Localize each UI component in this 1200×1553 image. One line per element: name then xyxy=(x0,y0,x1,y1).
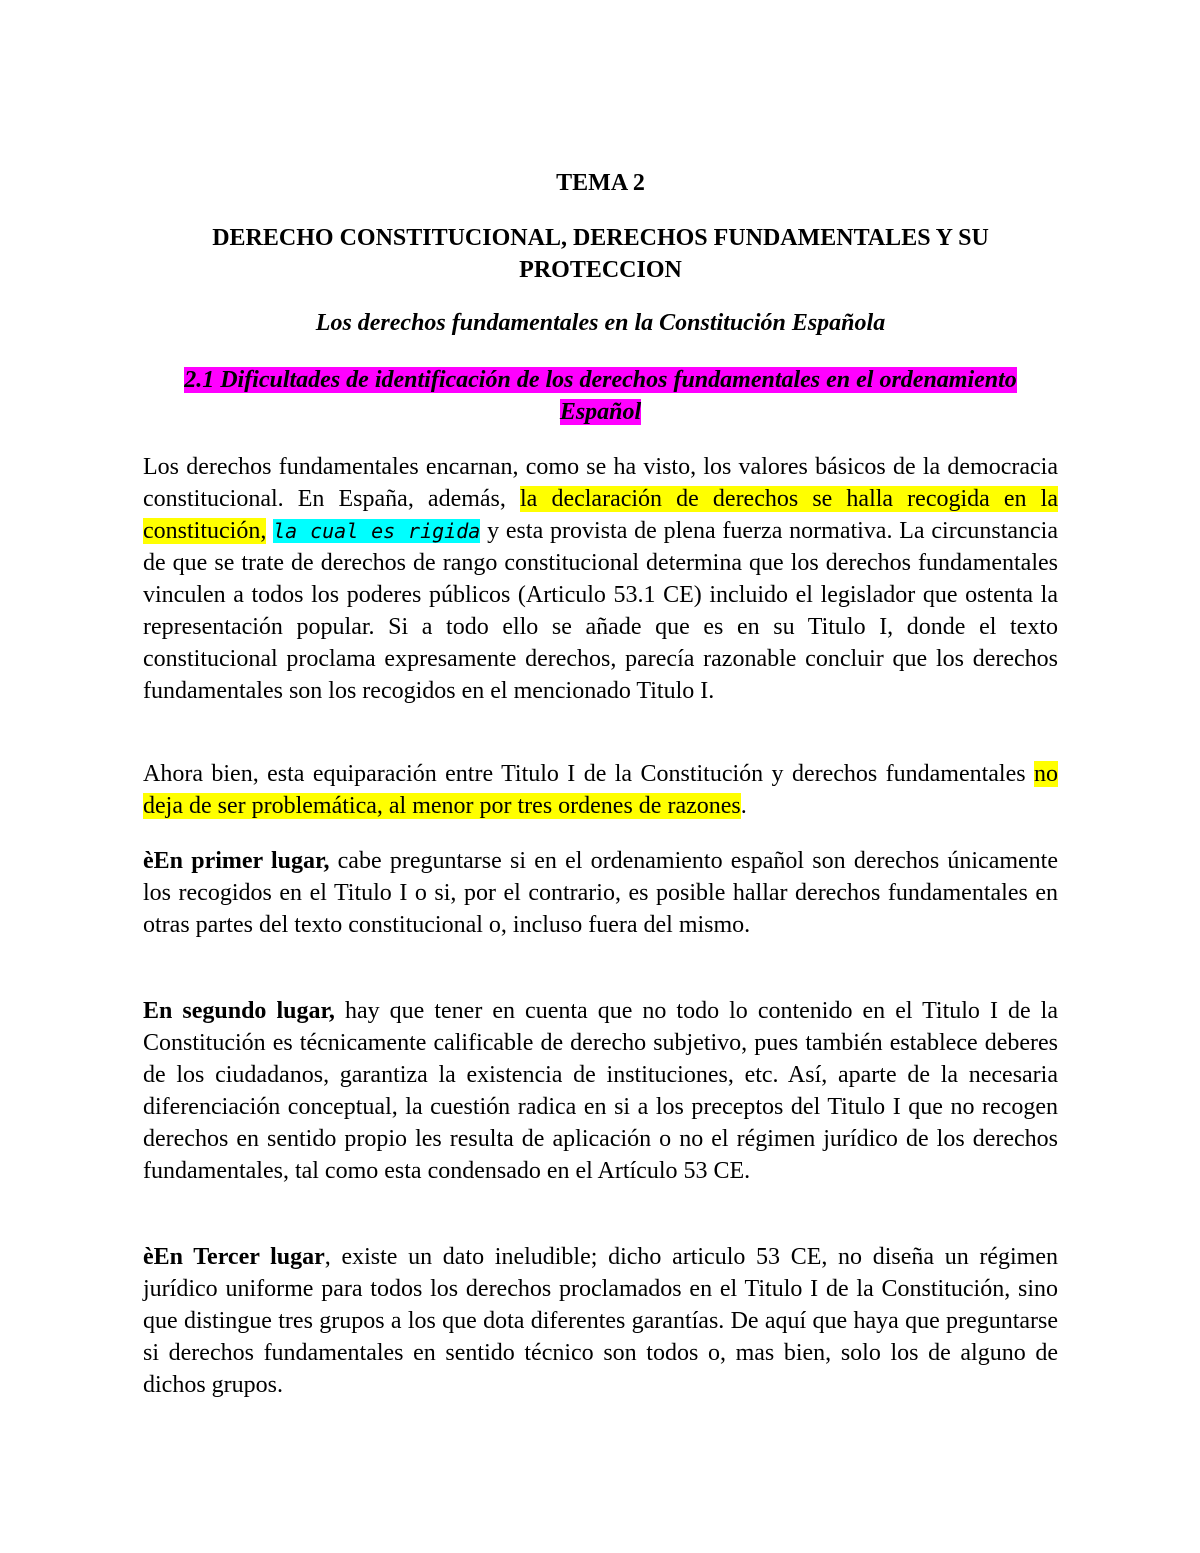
section-heading-text: 2.1 Dificultades de identificación de los derechos fundamentales en el ordenamiento Español xyxy=(184,367,1017,425)
paragraph-5-lead: En Tercer lugar xyxy=(153,1244,325,1270)
paragraph-3 xyxy=(143,845,1058,941)
paragraph-3-lead: En primer lugar, xyxy=(153,848,330,874)
paragraph-2-text-b: . xyxy=(740,793,747,819)
paragraph-4-lead: En segundo lugar, xyxy=(143,998,335,1024)
paragraph-1-text-c: y esta provista de plena fuerza normativa. La circunstancia de que se trate de derechos de rango constitucional determina que los derechos fundamentales vinculen a todos los poderes públicos (Articulo 53.1 CE) incluido el legislador que ostenta la representación popular. Si a todo ello se añade que es en su Titulo I, donde el texto constitucional proclama expresamente derechos, parecía razonable concluir que los derechos fundamentales son los recogidos en el mencionado Titulo I. xyxy=(143,518,1058,704)
document-subtitle: Los derechos fundamentales en la Constitución Española xyxy=(315,310,886,336)
paragraph-4 xyxy=(143,995,1058,1187)
paragraph-5 xyxy=(143,1241,1058,1401)
paragraph-2-text-a: Ahora bien, esta equiparación entre Titulo I de la Constitución y derechos fundamentales xyxy=(143,761,1034,787)
paragraph-4-text: hay que tener en cuenta que no todo lo contenido en el Titulo I de la Constitución es técnicamente calificable de derecho subjetivo, pues también establece deberes de los ciudadanos, garantiza la existencia de instituciones, etc. Así, aparte de la necesaria diferenciación conceptual, la cuestión radica en si a los preceptos del Titulo I que no recogen derechos en sentido propio les resulta de aplicación o no el régimen jurídico de los derechos fundamentales, tal como esta condensado en el Artículo 53 CE. xyxy=(143,998,1059,1184)
section-heading xyxy=(143,364,1058,428)
paragraph-1-highlight-cyan: la cual es rigida xyxy=(273,519,481,543)
paragraph-1 xyxy=(143,451,1058,707)
paragraph-3-text: cabe preguntarse si en el ordenamiento español son derechos únicamente los recogidos en el Titulo I o si, por el contrario, es posible hallar derechos fundamentales en otras partes del texto constitucional o, incluso fuera del mismo. xyxy=(143,848,1058,938)
paragraph-2 xyxy=(143,758,1058,822)
paragraph-1-text-a: Los derechos fundamentales encarnan, como se ha visto, los valores básicos de la democracia constitucional. En España, además, xyxy=(143,454,1058,512)
paragraph-5-text: , existe un dato ineludible; dicho articulo 53 CE, no diseña un régimen jurídico uniforme para todos los derechos proclamados en el Titulo I de la Constitución, sino que distingue tres grupos a los que dota diferentes garantías. De aquí que haya que preguntarse si derechos fundamentales en sentido técnico son todos o, mas bien, solo los de alguno de dichos grupos. xyxy=(143,1244,1058,1398)
document-title: DERECHO CONSTITUCIONAL, DERECHOS FUNDAMENTALES Y SU PROTECCION xyxy=(212,225,989,283)
paragraph-2-highlight-yellow: no deja de ser problemática, al menor por tres ordenes de razones xyxy=(143,761,1058,819)
arrow-bullet-icon: è xyxy=(143,1244,154,1270)
tema-heading: TEMA 2 xyxy=(556,170,645,196)
paragraph-1-highlight-yellow: la declaración de derechos se halla recogida en la constitución, xyxy=(143,486,1058,544)
arrow-bullet-icon: è xyxy=(143,848,154,874)
